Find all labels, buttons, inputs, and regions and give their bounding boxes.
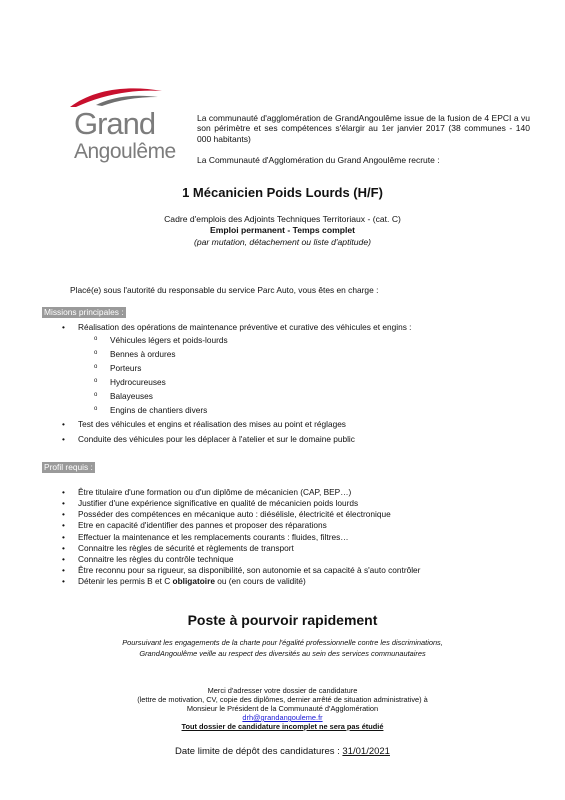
incomplete-warning: Tout dossier de candidature incomplet ne sera pas étudié [181, 722, 384, 731]
grand-angouleme-logo [60, 85, 176, 170]
missions-heading: Missions principales : [44, 307, 124, 317]
logo-text-grand: Grand [74, 106, 156, 141]
contact-line-1: Merci d'adresser votre dossier de candidature [207, 686, 358, 695]
recrute-line: La Communauté d'Agglomération du Grand Angoulême recrute : [197, 155, 440, 165]
placed-statement: Placé(e) sous l'autorité du responsable du service Parc Auto, vous êtes en charge : [70, 285, 379, 295]
email-row [0, 713, 565, 722]
logo-text-angouleme: Angoulême [74, 140, 176, 163]
modalites: (par mutation, détachement ou liste d'aptitude) [194, 237, 371, 247]
intro-paragraph: La communauté d'agglomération de GrandAngoulême issue de la fusion de 4 EPCI a vu son périmètre et ses compétences s'élargir au 1er janvier 2017 (38 communes - 140 000 habitants) [197, 113, 530, 144]
email-link[interactable]: drh@grandangouleme.fr [242, 713, 323, 722]
deadline [0, 746, 565, 757]
contact-line-2: (lettre de motivation, CV, copie des diplômes, dernier arrêté de situation administrative) à [137, 695, 428, 704]
deadline-date: 31/01/2021 [342, 746, 390, 757]
cadre-emploi: Cadre d'emplois des Adjoints Techniques Territoriaux - (cat. C) [164, 214, 401, 224]
permis-suffix: ou (en cours de validité) [214, 576, 306, 586]
charte-line-2: GrandAngoulême veille au respect des diversités au sein des services communautaires [139, 649, 426, 658]
charte-line-1: Poursuivant les engagements de la charte pour l'égalité professionnelle contre les discriminations, [122, 638, 443, 647]
contact-line-3: Monsieur le Président de la Communauté d'Agglomération [186, 704, 379, 713]
permis-prefix: Détenir les permis B et C [78, 576, 173, 586]
permis-obligatoire: obligatoire [172, 576, 215, 586]
job-title: 1 Mécanicien Poids Lourds (H/F) [182, 185, 383, 200]
profil-heading: Profil requis : [44, 462, 93, 472]
emploi-type: Emploi permanent - Temps complet [209, 225, 355, 235]
deadline-label: Date limite de dépôt des candidatures : [175, 746, 343, 757]
poste-headline: Poste à pourvoir rapidement [187, 612, 378, 628]
